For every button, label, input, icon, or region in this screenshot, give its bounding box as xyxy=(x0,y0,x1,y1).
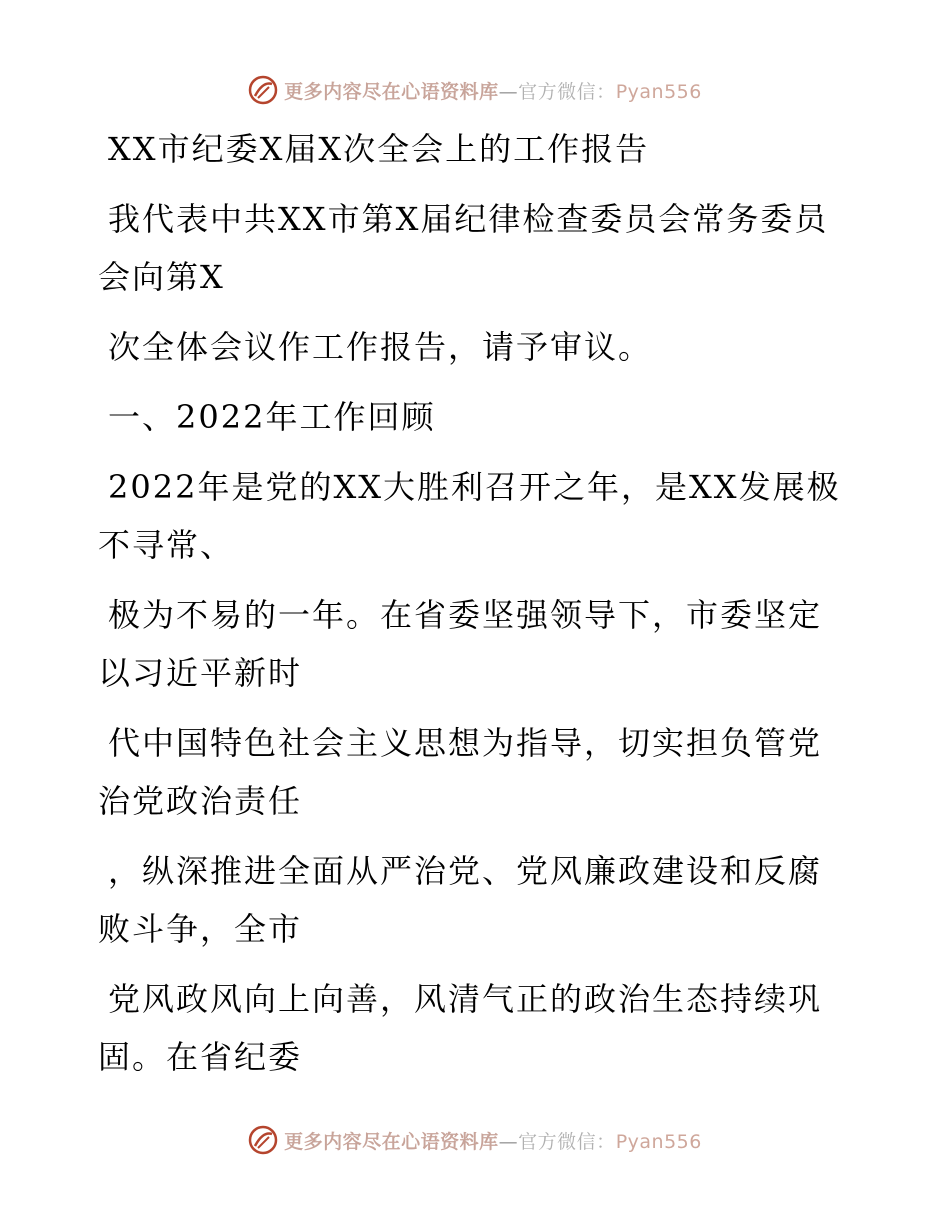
paragraph-1-line-1: 我代表中共XX市第X届纪律检查委员会常务委员 xyxy=(108,200,829,238)
footer-watermark xyxy=(0,1120,950,1160)
watermark-main: 更多内容尽在心语资料库 xyxy=(284,1130,499,1153)
paragraph-6-line-1: ，纵深推进全面从严治党、党风廉政建设和反腐 xyxy=(108,852,823,890)
paragraph-7-line-2: 固。在省纪委 xyxy=(98,1038,303,1076)
watermark-main: 更多内容尽在心语资料库 xyxy=(284,80,499,103)
logo-icon xyxy=(248,75,278,105)
paragraph-4-line-1: 极为不易的一年。在省委坚强领导下，市委坚定 xyxy=(108,596,823,634)
watermark-id: Pyan556 xyxy=(615,1130,702,1153)
header-watermark xyxy=(0,70,950,110)
paragraph-3-line-2: 不寻常、 xyxy=(98,526,235,564)
section-heading-1: 一、2022年工作回顾 xyxy=(108,398,436,436)
paragraph-6-line-2: 败斗争，全市 xyxy=(98,910,303,948)
document-title: XX市纪委X届X次全会上的工作报告 xyxy=(108,130,650,168)
watermark-label: 官方微信： xyxy=(518,1130,616,1153)
watermark-label: 官方微信： xyxy=(518,80,616,103)
paragraph-7-line-1: 党风政风向上向善，风清气正的政治生态持续巩 xyxy=(108,980,823,1018)
watermark-text xyxy=(284,77,702,104)
watermark-sep: — xyxy=(498,1130,519,1153)
paragraph-1-line-2: 会向第X xyxy=(98,258,225,296)
paragraph-2-line-1: 次全体会议作工作报告，请予审议。 xyxy=(108,328,653,366)
paragraph-4-line-2: 以习近平新时 xyxy=(98,654,303,692)
watermark-text xyxy=(284,1127,702,1154)
paragraph-5-line-1: 代中国特色社会主义思想为指导，切实担负管党 xyxy=(108,724,823,762)
document-body xyxy=(98,120,858,1086)
paragraph-3-line-1: 2022年是党的XX大胜利召开之年，是XX发展极 xyxy=(108,468,841,506)
watermark-sep: — xyxy=(498,80,519,103)
watermark-id: Pyan556 xyxy=(615,80,702,103)
paragraph-5-line-2: 治党政治责任 xyxy=(98,782,303,820)
logo-icon xyxy=(248,1125,278,1155)
